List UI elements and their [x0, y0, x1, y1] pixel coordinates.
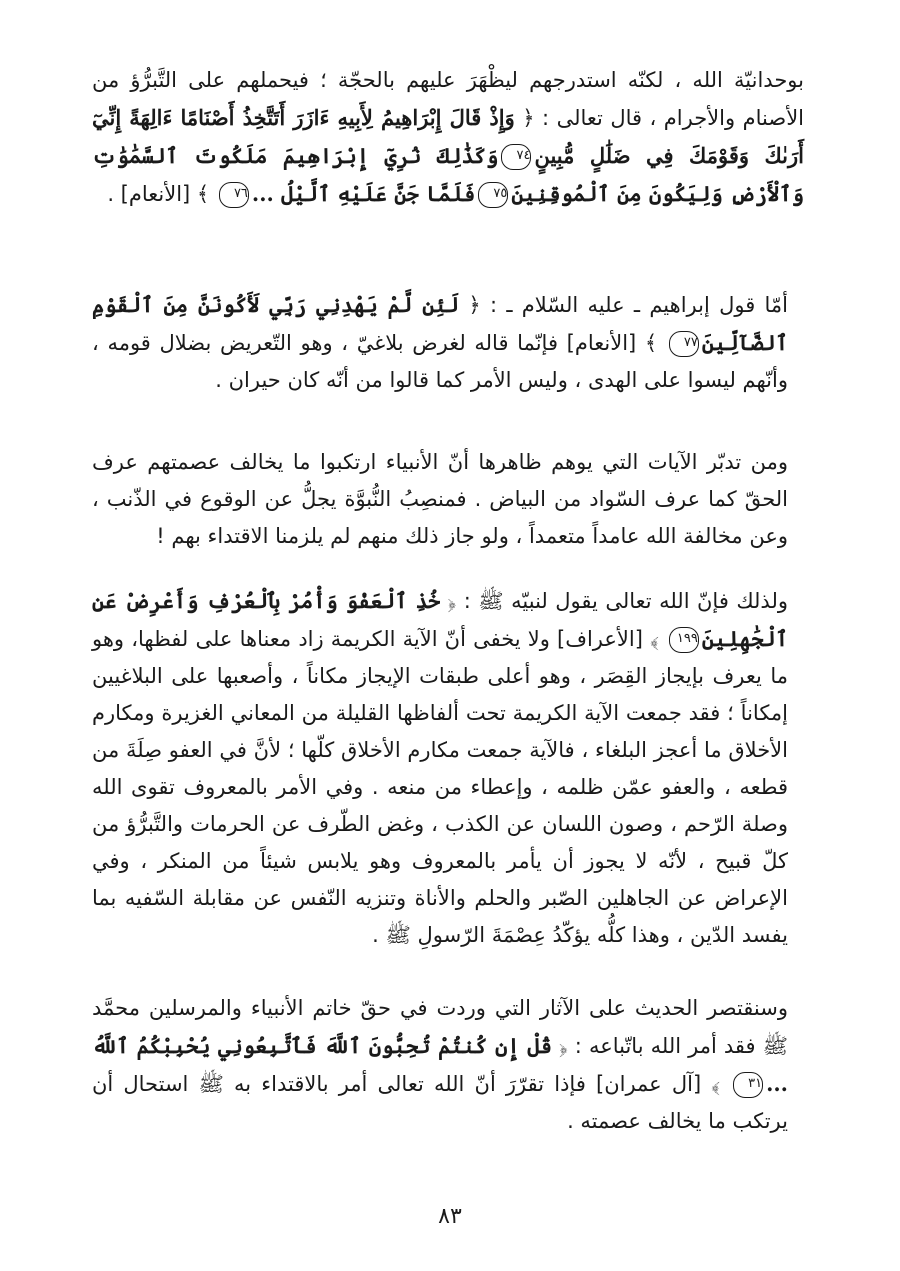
ayah-number-75: ٧٥: [478, 182, 508, 208]
ayah-number-77: ٧٧: [669, 331, 699, 357]
ayah-number-199: ١٩٩: [669, 627, 699, 653]
paragraph-3: [92, 444, 788, 555]
paragraph-1: [92, 62, 804, 213]
quran-verse-76: فَلَمَّا جَنَّ عَلَيْهِ ٱلَّيْلُ ...: [251, 181, 476, 206]
page-number: ٨٣: [438, 1204, 462, 1229]
paragraph-1-text-b: ﴾ [الأنعام] .: [107, 182, 216, 206]
paragraph-4-text-a: ولذلك فإنّ الله تعالى يقول لنبيّه ﷺ : ﴿: [440, 589, 788, 613]
paragraph-4-text-b: ﴾ [الأعراف] ولا يخفى أنّ الآية الكريمة زاد معناها على لفظها، وهو ما يعرف بإيجاز القِصَر ، وهو أعلى طبقات الإيجاز مكاناً ، وأصعبها على البلاغيين إمكاناً ؛ فقد جمعت الآية الكريمة تحت ألفاظها القليلة من المعاني الغزيرة ومكارم الأخلاق ما أعجز البلغاء ، فالآية جمعت مكارم الأخلاق كلّها ؛ لأنَّ في العفو صِلَةَ من قطعه ، والعفو عمّن ظلمه ، وإعطاء من منعه . وفي الأمر بالمعروف تقوى الله وصلة الرّحم ، وصون اللسان عن الكذب ، وغض الطّرف عن الحرمات والتَّبرُّؤ من كلّ قبيح ، لأنّه لا يجوز أن يأمر بالمعروف وهو يلابس شيئاً من المنكر ، وفي الإعراض عن الجاهلين الصّبر والحلم والأناة وتنزيه النّفس عن مقابلة السّفيه بما يفسد الدّين ، وهذا كلُّه يؤكّدُ عِصْمَةَ الرّسولِ ﷺ .: [92, 627, 788, 947]
paragraph-2-text-b: ﴾ [الأنعام] فإنّما قاله لغرض بلاغيّ ، وهو التّعريض بضلال قومه ، وأنّهم ليسوا على الهدى ، وليس الأمر كما قالوا من أنّه كان حيران .: [92, 331, 788, 392]
quran-verse-31: قُلْ إِن كُنتُمْ تُحِبُّونَ ٱللَّهَ فَٱتَّبِعُونِي يُحْبِبْكُمُ ٱللَّهُ ...: [92, 1033, 788, 1096]
paragraph-5-text-a: وسنقتصر الحديث على الآثار التي وردت في حقّ خاتم الأنبياء والمرسلين محمَّد ﷺ فقد أمر الله باتّباعه : ﴿: [92, 996, 789, 1058]
paragraph-1-text-a: بوحدانيّة الله ، لكنّه استدرجهم ليظْهَرَ عليهم بالحجّة ؛ فيحملهم على التَّبرُّؤ من الأصنام والأجرام ، قال تعالى : ﴿: [92, 68, 805, 130]
paragraph-2-text-a: أمّا قول إبراهيم ـ عليه السّلام ـ : ﴿: [459, 293, 788, 317]
quran-verse-199: خُذِ ٱلْعَفْوَ وَأْمُرْ بِٱلْعُرْفِ وَأَعْرِضْ عَنِ ٱلْجَٰهِلِينَ: [92, 588, 788, 651]
paragraph-5: [92, 990, 788, 1140]
quran-verse-74: وَإِذْ قَالَ إِبْرَاهِيمُ لِأَبِيهِ ءَازَرَ أَتَتَّخِذُ أَصْنَامًا ءَالِهَةً إِنِّيٓ أَرَىٰكَ وَقَوْمَكَ فِي ضَلَٰلٍ مُّبِينٍ: [92, 105, 804, 168]
ayah-number-76: ٧٦: [219, 182, 249, 208]
ayah-number-74: ٧٤: [501, 144, 531, 170]
paragraph-3-text: ومن تدبّر الآيات التي يوهم ظاهرها أنّ الأنبياء ارتكبوا ما يخالف عصمتهم عرف الحقّ كما عرف السّواد من البياض . فمنصِبُ النُّبوَّة يجلُّ عن الوقوع في الذّنب ، وعن مخالفة الله عامداً متعمداً ، ولو جاز ذلك منهم لم يلزمنا الاقتداء بهم !: [92, 450, 788, 548]
quran-verse-77: لَئِن لَّمْ يَهْدِنِي رَبِّي لَأَكُونَنَّ مِنَ ٱلْقَوْمِ ٱلضَّآلِّينَ: [92, 292, 788, 355]
quran-verse-75: وَكَذَٰلِكَ نُرِيٓ إِبْرَاهِيمَ مَلَكُوتَ ٱلسَّمَٰوَٰتِ وَٱلْأَرْضِ وَلِيَكُونَ مِنَ ٱلْمُوقِنِينَ: [92, 143, 804, 206]
paragraph-5-text-b: ﴾ [آل عمران] فإذا تقرّرَ أنّ الله تعالى أمر بالاقتداء به ﷺ استحال أن يرتكب ما يخالف عصمته .: [92, 1072, 788, 1133]
ayah-number-31: ٣١: [733, 1072, 763, 1098]
paragraph-4: [92, 582, 788, 954]
paragraph-2: [92, 286, 788, 399]
